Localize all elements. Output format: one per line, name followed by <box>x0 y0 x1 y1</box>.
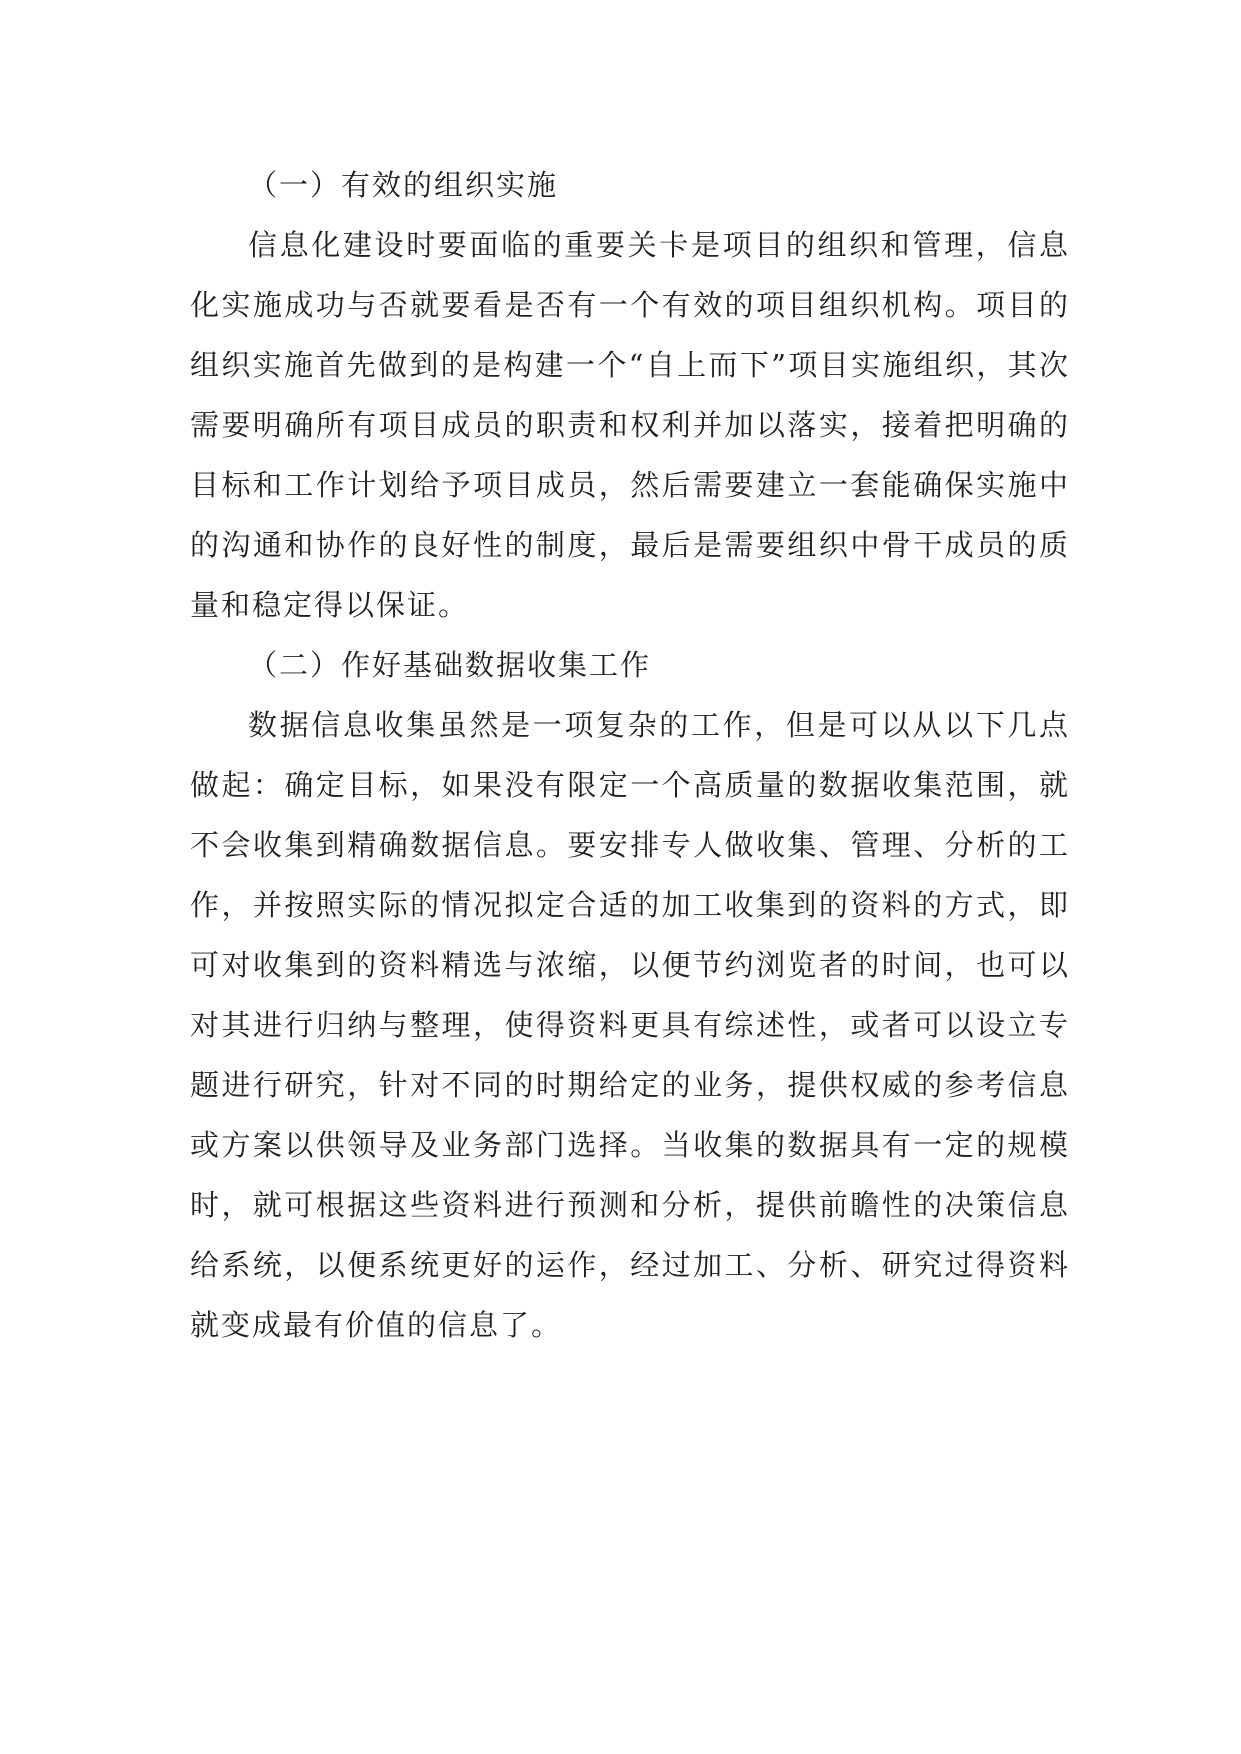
section-heading-1: （一）有效的组织实施 <box>248 168 559 202</box>
section-paragraph-2: 数据信息收集虽然是一项复杂的工作，但是可以从以下几点做起：确定目标，如果没有限定一个高质量的数据收集范围，就不会收集到精确数据信息。要安排专人做收集、管理、分析的工作，并按照实际的情况拟定合适的加工收集到的资料的方式，即可对收集到的资料精选与浓缩，以便节约浏览者的时间，也可以对其进行归纳与整理，使得资料更具有综述性，或者可以设立专题进行研究，针对不同的时期给定的业务，提供权威的参考信息或方案以供领导及业务部门选择。当收集的数据具有一定的规模时，就可根据这些资料进行预测和分析，提供前瞻性的决策信息给系统，以便系统更好的运作，经过加工、分析、研究过得资料就变成最有价值的信息了。 <box>190 708 1070 1342</box>
section-heading-2: （二）作好基础数据收集工作 <box>248 648 652 682</box>
document-body <box>190 155 1070 1355</box>
section-paragraph-1: 信息化建设时要面临的重要关卡是项目的组织和管理，信息化实施成功与否就要看是否有一个有效的项目组织机构。项目的组织实施首先做到的是构建一个“自上而下”项目实施组织，其次需要明确所有项目成员的职责和权利并加以落实，接着把明确的目标和工作计划给予项目成员，然后需要建立一套能确保实施中的沟通和协作的良好性的制度，最后是需要组织中骨干成员的质量和稳定得以保证。 <box>190 228 1070 622</box>
